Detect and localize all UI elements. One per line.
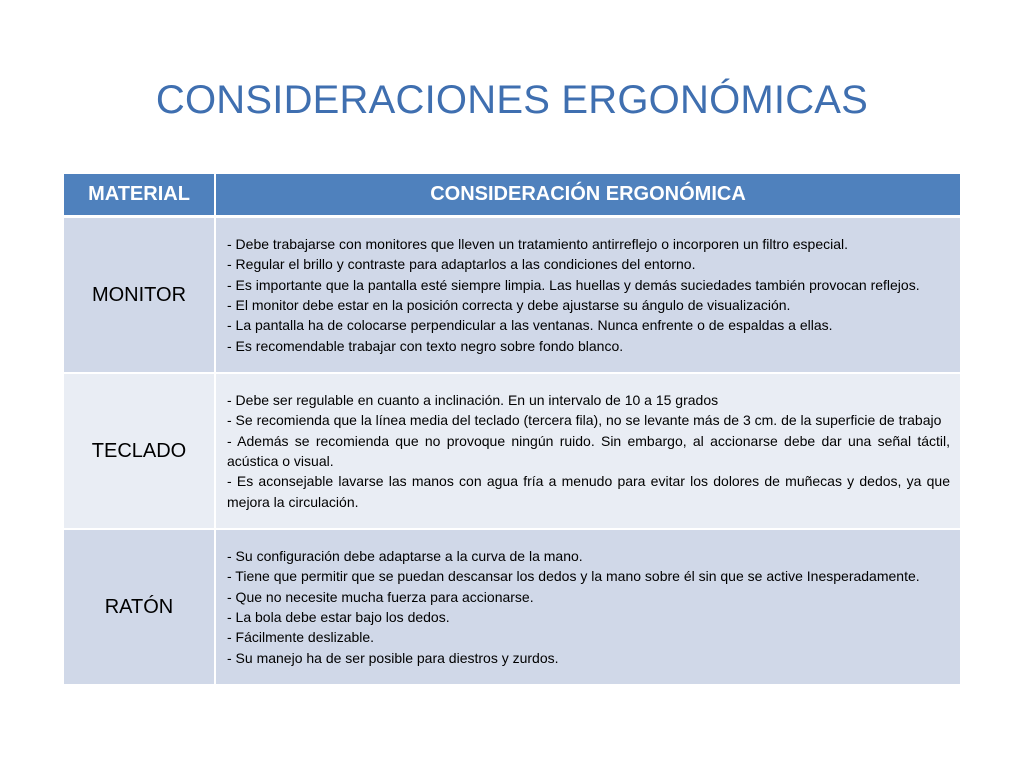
consideration-line: - Regular el brillo y contraste para adaptarlos a las condiciones del entorno.	[227, 256, 696, 273]
table-row-teclado	[64, 373, 960, 529]
consideration-line: - Es importante que la pantalla esté siempre limpia. Las huellas y demás suciedades también provocan reflejos.	[227, 276, 920, 293]
header-material: MATERIAL	[64, 174, 215, 217]
consideration-cell	[215, 373, 960, 529]
consideration-line: - El monitor debe estar en la posición correcta y debe ajustarse su ángulo de visualización.	[227, 297, 791, 313]
consideration-line: - Su configuración debe adaptarse a la curva de la mano.	[227, 547, 583, 564]
consideration-line: - Se recomienda que la línea media del teclado (tercera fila), no se levante más de 3 cm. de la superficie de trabajo	[227, 412, 942, 429]
consideration-line: - Es recomendable trabajar con texto negro sobre fondo blanco.	[227, 337, 624, 354]
ergonomics-table	[64, 174, 960, 686]
table-header-row	[64, 174, 960, 217]
consideration-line: - La bola debe estar bajo los dedos.	[227, 609, 450, 625]
material-cell: RATÓN	[64, 529, 215, 685]
material-cell: MONITOR	[64, 217, 215, 374]
table-row-monitor	[64, 217, 960, 374]
material-cell: TECLADO	[64, 373, 215, 529]
consideration-line: - Debe trabajarse con monitores que lleven un tratamiento antirreflejo o incorporen un filtro especial.	[227, 235, 849, 252]
header-consideration: CONSIDERACIÓN ERGONÓMICA	[215, 174, 960, 217]
consideration-cell	[215, 529, 960, 685]
table-row-raton	[64, 529, 960, 685]
consideration-cell	[215, 217, 960, 374]
consideration-line: - La pantalla ha de colocarse perpendicular a las ventanas. Nunca enfrente o de espaldas a ellas.	[227, 317, 833, 334]
consideration-line: - Es aconsejable lavarse las manos con agua fría a menudo para evitar los dolores de muñecas y dedos, ya que mejora la circulación.	[227, 473, 950, 510]
consideration-line: - Además se recomienda que no provoque ningún ruido. Sin embargo, al accionarse debe dar una señal táctil, acústica o visual.	[227, 432, 950, 469]
consideration-line: - Tiene que permitir que se puedan descansar los dedos y la mano sobre él sin que se active Inesperadamente.	[227, 568, 920, 585]
consideration-line: - Fácilmente deslizable.	[227, 629, 375, 646]
consideration-line: - Su manejo ha de ser posible para diestros y zurdos.	[227, 649, 559, 666]
slide-title: CONSIDERACIONES ERGONÓMICAS	[155, 78, 869, 122]
consideration-line: - Que no necesite mucha fuerza para accionarse.	[227, 588, 534, 605]
consideration-line: - Debe ser regulable en cuanto a inclinación. En un intervalo de 10 a 15 grados	[227, 391, 719, 408]
